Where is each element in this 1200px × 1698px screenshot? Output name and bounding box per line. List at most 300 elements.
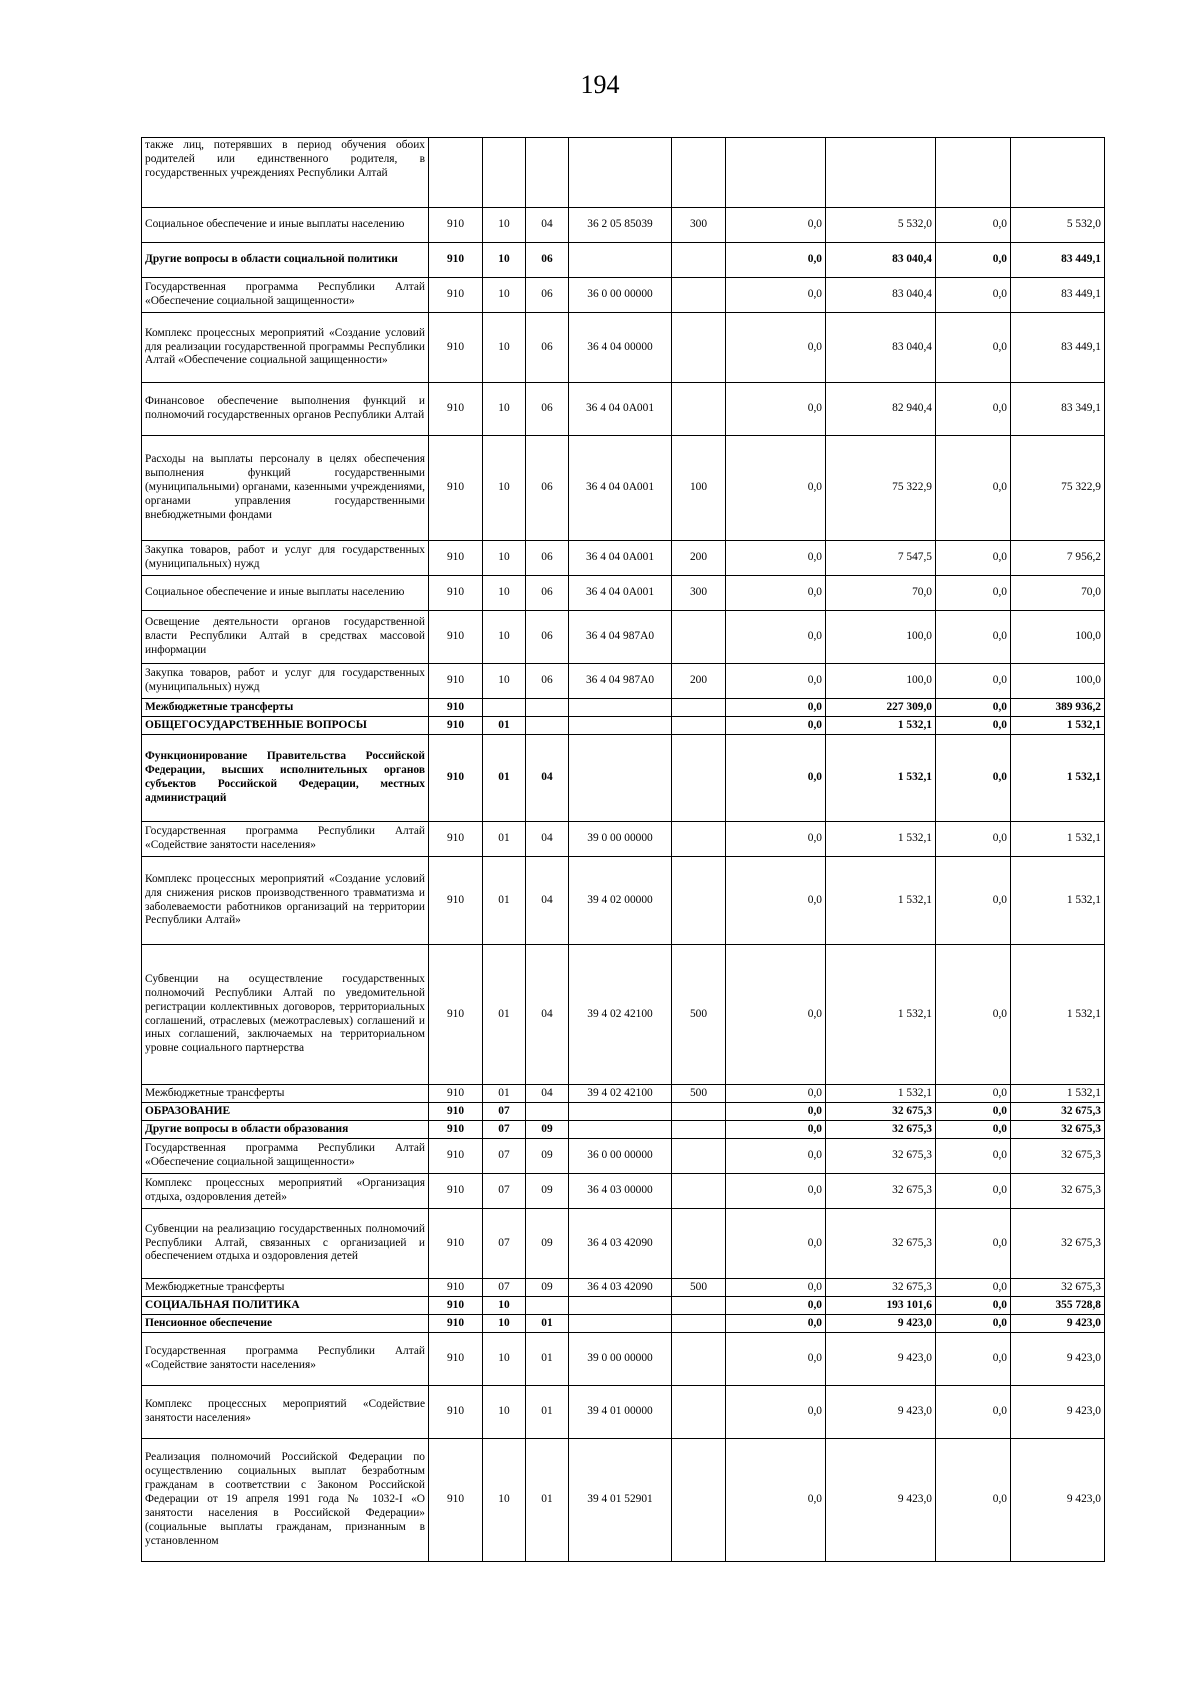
expense-type-cell — [672, 243, 726, 278]
value-1-cell: 0,0 — [726, 1279, 826, 1297]
expense-type-cell — [672, 313, 726, 383]
value-3-cell: 0,0 — [936, 699, 1011, 717]
grbs-cell: 910 — [429, 1085, 483, 1103]
expense-type-cell: 100 — [672, 436, 726, 541]
target-article-cell: 36 0 00 00000 — [569, 278, 672, 313]
value-3-cell: 0,0 — [936, 436, 1011, 541]
value-2-cell: 75 322,9 — [826, 436, 936, 541]
row-name-cell: Межбюджетные трансферты — [142, 1085, 429, 1103]
section-cell — [483, 138, 526, 208]
target-article-cell: 36 0 00 00000 — [569, 1139, 672, 1174]
value-2-cell: 32 675,3 — [826, 1174, 936, 1209]
value-1-cell: 0,0 — [726, 1103, 826, 1121]
target-article-cell — [569, 735, 672, 822]
grbs-cell: 910 — [429, 1333, 483, 1386]
table-row — [142, 576, 1105, 611]
expense-type-cell — [672, 278, 726, 313]
subsection-cell — [526, 1103, 569, 1121]
table-row — [142, 822, 1105, 857]
value-2-cell: 70,0 — [826, 576, 936, 611]
value-3-cell: 0,0 — [936, 717, 1011, 735]
value-3-cell — [936, 138, 1011, 208]
subsection-cell — [526, 138, 569, 208]
section-cell: 10 — [483, 208, 526, 243]
expense-type-cell — [672, 1386, 726, 1439]
target-article-cell — [569, 243, 672, 278]
grbs-cell: 910 — [429, 313, 483, 383]
value-1-cell: 0,0 — [726, 383, 826, 436]
subsection-cell: 01 — [526, 1315, 569, 1333]
value-4-cell: 1 532,1 — [1011, 1085, 1105, 1103]
table-row — [142, 1121, 1105, 1139]
target-article-cell — [569, 1121, 672, 1139]
grbs-cell: 910 — [429, 576, 483, 611]
value-2-cell: 7 547,5 — [826, 541, 936, 576]
row-name-cell: ОБЩЕГОСУДАРСТВЕННЫЕ ВОПРОСЫ — [142, 717, 429, 735]
row-name-cell: Государственная программа Республики Алтай «Обеспечение социальной защищенности» — [142, 1139, 429, 1174]
section-cell: 10 — [483, 1386, 526, 1439]
value-3-cell: 0,0 — [936, 1121, 1011, 1139]
table-row — [142, 541, 1105, 576]
expense-type-cell — [672, 1297, 726, 1315]
table-body — [142, 138, 1105, 1562]
grbs-cell: 910 — [429, 383, 483, 436]
expense-type-cell — [672, 138, 726, 208]
section-cell: 10 — [483, 541, 526, 576]
grbs-cell: 910 — [429, 278, 483, 313]
table-row — [142, 717, 1105, 735]
target-article-cell: 36 4 04 0А001 — [569, 436, 672, 541]
subsection-cell: 01 — [526, 1333, 569, 1386]
subsection-cell: 01 — [526, 1439, 569, 1562]
row-name-cell: Субвенции на реализацию государственных полномочий Республики Алтай, связанных с организацией и обеспечением отдыха и оздоровления детей — [142, 1209, 429, 1279]
target-article-cell: 36 4 03 00000 — [569, 1174, 672, 1209]
subsection-cell: 09 — [526, 1279, 569, 1297]
grbs-cell: 910 — [429, 611, 483, 664]
value-2-cell: 32 675,3 — [826, 1279, 936, 1297]
subsection-cell: 06 — [526, 541, 569, 576]
value-1-cell: 0,0 — [726, 611, 826, 664]
expense-type-cell — [672, 1174, 726, 1209]
value-4-cell: 32 675,3 — [1011, 1121, 1105, 1139]
target-article-cell: 39 4 02 42100 — [569, 1085, 672, 1103]
table-row — [142, 1085, 1105, 1103]
value-3-cell: 0,0 — [936, 611, 1011, 664]
table-row — [142, 208, 1105, 243]
row-name-cell: Комплекс процессных мероприятий «Создание условий для снижения рисков производственного травматизма и заболеваемости работников организаций на территории Республики Алтай» — [142, 857, 429, 945]
value-4-cell: 100,0 — [1011, 664, 1105, 699]
value-3-cell: 0,0 — [936, 1297, 1011, 1315]
table-row — [142, 138, 1105, 208]
table-row — [142, 1439, 1105, 1562]
target-article-cell — [569, 1103, 672, 1121]
value-4-cell: 83 449,1 — [1011, 313, 1105, 383]
value-3-cell: 0,0 — [936, 1386, 1011, 1439]
value-1-cell: 0,0 — [726, 945, 826, 1085]
subsection-cell: 09 — [526, 1209, 569, 1279]
value-4-cell: 32 675,3 — [1011, 1103, 1105, 1121]
row-name-cell: Закупка товаров, работ и услуг для государственных (муниципальных) нужд — [142, 664, 429, 699]
section-cell: 10 — [483, 243, 526, 278]
value-4-cell: 9 423,0 — [1011, 1386, 1105, 1439]
value-1-cell: 0,0 — [726, 1209, 826, 1279]
value-4-cell: 100,0 — [1011, 611, 1105, 664]
subsection-cell: 06 — [526, 576, 569, 611]
grbs-cell: 910 — [429, 541, 483, 576]
value-4-cell: 1 532,1 — [1011, 735, 1105, 822]
value-4-cell: 1 532,1 — [1011, 945, 1105, 1085]
target-article-cell: 36 2 05 85039 — [569, 208, 672, 243]
grbs-cell: 910 — [429, 1386, 483, 1439]
row-name-cell: Социальное обеспечение и иные выплаты населению — [142, 208, 429, 243]
section-cell: 07 — [483, 1121, 526, 1139]
row-name-cell: Другие вопросы в области социальной политики — [142, 243, 429, 278]
target-article-cell — [569, 1297, 672, 1315]
table-row — [142, 1315, 1105, 1333]
grbs-cell: 910 — [429, 664, 483, 699]
value-3-cell: 0,0 — [936, 1103, 1011, 1121]
section-cell: 10 — [483, 1297, 526, 1315]
value-2-cell: 32 675,3 — [826, 1121, 936, 1139]
value-2-cell: 193 101,6 — [826, 1297, 936, 1315]
value-2-cell: 9 423,0 — [826, 1315, 936, 1333]
section-cell: 10 — [483, 1315, 526, 1333]
section-cell: 10 — [483, 436, 526, 541]
section-cell: 10 — [483, 664, 526, 699]
target-article-cell: 39 4 01 00000 — [569, 1386, 672, 1439]
value-1-cell: 0,0 — [726, 1085, 826, 1103]
value-4-cell: 1 532,1 — [1011, 857, 1105, 945]
value-3-cell: 0,0 — [936, 313, 1011, 383]
expense-type-cell — [672, 383, 726, 436]
subsection-cell: 01 — [526, 1386, 569, 1439]
subsection-cell: 06 — [526, 383, 569, 436]
value-4-cell: 32 675,3 — [1011, 1209, 1105, 1279]
value-3-cell: 0,0 — [936, 1333, 1011, 1386]
row-name-cell: Государственная программа Республики Алтай «Содействие занятости населения» — [142, 1333, 429, 1386]
value-1-cell: 0,0 — [726, 1386, 826, 1439]
value-2-cell: 83 040,4 — [826, 278, 936, 313]
value-3-cell: 0,0 — [936, 1139, 1011, 1174]
value-4-cell: 75 322,9 — [1011, 436, 1105, 541]
target-article-cell: 39 0 00 00000 — [569, 822, 672, 857]
value-2-cell: 32 675,3 — [826, 1103, 936, 1121]
value-1-cell: 0,0 — [726, 576, 826, 611]
value-2-cell: 227 309,0 — [826, 699, 936, 717]
value-1-cell: 0,0 — [726, 208, 826, 243]
target-article-cell — [569, 717, 672, 735]
target-article-cell: 36 4 03 42090 — [569, 1209, 672, 1279]
value-3-cell: 0,0 — [936, 541, 1011, 576]
value-4-cell — [1011, 138, 1105, 208]
value-2-cell: 1 532,1 — [826, 857, 936, 945]
grbs-cell: 910 — [429, 1121, 483, 1139]
section-cell: 10 — [483, 611, 526, 664]
value-2-cell: 1 532,1 — [826, 945, 936, 1085]
grbs-cell: 910 — [429, 1315, 483, 1333]
value-2-cell: 82 940,4 — [826, 383, 936, 436]
row-name-cell: Расходы на выплаты персоналу в целях обеспечения выполнения функций государственными (муниципальными) органами, казенными учреждениями, органами управления государственными внебюджетными фондами — [142, 436, 429, 541]
value-1-cell: 0,0 — [726, 735, 826, 822]
table-row — [142, 857, 1105, 945]
section-cell: 10 — [483, 383, 526, 436]
value-2-cell: 1 532,1 — [826, 822, 936, 857]
section-cell: 10 — [483, 1439, 526, 1562]
row-name-cell: Межбюджетные трансферты — [142, 1279, 429, 1297]
subsection-cell: 06 — [526, 436, 569, 541]
value-4-cell: 5 532,0 — [1011, 208, 1105, 243]
table-row — [142, 313, 1105, 383]
subsection-cell: 09 — [526, 1121, 569, 1139]
value-1-cell: 0,0 — [726, 699, 826, 717]
grbs-cell: 910 — [429, 1209, 483, 1279]
value-2-cell: 1 532,1 — [826, 735, 936, 822]
section-cell: 10 — [483, 576, 526, 611]
expense-type-cell: 200 — [672, 541, 726, 576]
expense-type-cell: 300 — [672, 208, 726, 243]
value-3-cell: 0,0 — [936, 822, 1011, 857]
subsection-cell: 06 — [526, 278, 569, 313]
value-3-cell: 0,0 — [936, 1279, 1011, 1297]
grbs-cell: 910 — [429, 1174, 483, 1209]
value-1-cell: 0,0 — [726, 1174, 826, 1209]
expense-type-cell — [672, 699, 726, 717]
value-1-cell: 0,0 — [726, 857, 826, 945]
value-3-cell: 0,0 — [936, 278, 1011, 313]
value-2-cell: 9 423,0 — [826, 1333, 936, 1386]
value-1-cell: 0,0 — [726, 313, 826, 383]
value-2-cell: 1 532,1 — [826, 1085, 936, 1103]
table-row — [142, 1209, 1105, 1279]
target-article-cell: 36 4 04 00000 — [569, 313, 672, 383]
expense-type-cell — [672, 1209, 726, 1279]
grbs-cell: 910 — [429, 822, 483, 857]
table-row — [142, 1279, 1105, 1297]
value-1-cell: 0,0 — [726, 1139, 826, 1174]
table-row — [142, 1174, 1105, 1209]
table-row — [142, 278, 1105, 313]
target-article-cell: 36 4 04 0А001 — [569, 383, 672, 436]
subsection-cell: 04 — [526, 208, 569, 243]
value-1-cell: 0,0 — [726, 278, 826, 313]
section-cell: 10 — [483, 1333, 526, 1386]
section-cell: 07 — [483, 1103, 526, 1121]
row-name-cell: Закупка товаров, работ и услуг для государственных (муниципальных) нужд — [142, 541, 429, 576]
target-article-cell: 36 4 04 0А001 — [569, 541, 672, 576]
value-1-cell — [726, 138, 826, 208]
subsection-cell: 04 — [526, 822, 569, 857]
table-row — [142, 611, 1105, 664]
row-name-cell: Функционирование Правительства Российской Федерации, высших исполнительных органов субъектов Российской Федерации, местных администраций — [142, 735, 429, 822]
table-row — [142, 1386, 1105, 1439]
value-4-cell: 355 728,8 — [1011, 1297, 1105, 1315]
subsection-cell: 06 — [526, 243, 569, 278]
expense-type-cell — [672, 1333, 726, 1386]
section-cell: 07 — [483, 1209, 526, 1279]
subsection-cell: 06 — [526, 611, 569, 664]
grbs-cell: 910 — [429, 1139, 483, 1174]
section-cell: 10 — [483, 278, 526, 313]
value-2-cell: 32 675,3 — [826, 1209, 936, 1279]
value-2-cell: 100,0 — [826, 664, 936, 699]
value-2-cell: 9 423,0 — [826, 1439, 936, 1562]
expense-type-cell — [672, 857, 726, 945]
value-3-cell: 0,0 — [936, 1315, 1011, 1333]
grbs-cell: 910 — [429, 699, 483, 717]
target-article-cell: 39 0 00 00000 — [569, 1333, 672, 1386]
expense-type-cell: 300 — [672, 576, 726, 611]
expense-type-cell — [672, 1315, 726, 1333]
expense-type-cell: 500 — [672, 945, 726, 1085]
row-name-cell: Социальное обеспечение и иные выплаты населению — [142, 576, 429, 611]
value-2-cell: 32 675,3 — [826, 1139, 936, 1174]
row-name-cell: Комплекс процессных мероприятий «Организация отдыха, оздоровления детей» — [142, 1174, 429, 1209]
subsection-cell: 04 — [526, 735, 569, 822]
row-name-cell: Другие вопросы в области образования — [142, 1121, 429, 1139]
value-4-cell: 1 532,1 — [1011, 717, 1105, 735]
value-3-cell: 0,0 — [936, 1439, 1011, 1562]
value-4-cell: 83 349,1 — [1011, 383, 1105, 436]
grbs-cell — [429, 138, 483, 208]
value-2-cell: 1 532,1 — [826, 717, 936, 735]
row-name-cell: СОЦИАЛЬНАЯ ПОЛИТИКА — [142, 1297, 429, 1315]
row-name-cell: ОБРАЗОВАНИЕ — [142, 1103, 429, 1121]
grbs-cell: 910 — [429, 243, 483, 278]
row-name-cell: Межбюджетные трансферты — [142, 699, 429, 717]
expense-type-cell: 500 — [672, 1085, 726, 1103]
table-row — [142, 699, 1105, 717]
expense-type-cell — [672, 1103, 726, 1121]
value-2-cell: 100,0 — [826, 611, 936, 664]
value-3-cell: 0,0 — [936, 383, 1011, 436]
value-1-cell: 0,0 — [726, 664, 826, 699]
value-4-cell: 9 423,0 — [1011, 1439, 1105, 1562]
expense-type-cell — [672, 735, 726, 822]
target-article-cell — [569, 1315, 672, 1333]
subsection-cell: 09 — [526, 1174, 569, 1209]
grbs-cell: 910 — [429, 735, 483, 822]
value-1-cell: 0,0 — [726, 243, 826, 278]
table-row — [142, 945, 1105, 1085]
value-3-cell: 0,0 — [936, 1174, 1011, 1209]
row-name-cell: Финансовое обеспечение выполнения функций и полномочий государственных органов Республики Алтай — [142, 383, 429, 436]
grbs-cell: 910 — [429, 1439, 483, 1562]
target-article-cell: 36 4 04 987А0 — [569, 664, 672, 699]
value-4-cell: 1 532,1 — [1011, 822, 1105, 857]
value-3-cell: 0,0 — [936, 945, 1011, 1085]
table-row — [142, 735, 1105, 822]
target-article-cell — [569, 699, 672, 717]
value-3-cell: 0,0 — [936, 857, 1011, 945]
section-cell: 07 — [483, 1174, 526, 1209]
target-article-cell: 39 4 02 00000 — [569, 857, 672, 945]
value-1-cell: 0,0 — [726, 822, 826, 857]
value-1-cell: 0,0 — [726, 1297, 826, 1315]
subsection-cell — [526, 717, 569, 735]
value-4-cell: 7 956,2 — [1011, 541, 1105, 576]
value-4-cell: 83 449,1 — [1011, 278, 1105, 313]
value-1-cell: 0,0 — [726, 1315, 826, 1333]
subsection-cell: 09 — [526, 1139, 569, 1174]
value-3-cell: 0,0 — [936, 735, 1011, 822]
value-1-cell: 0,0 — [726, 541, 826, 576]
value-2-cell: 9 423,0 — [826, 1386, 936, 1439]
section-cell: 01 — [483, 1085, 526, 1103]
value-1-cell: 0,0 — [726, 1121, 826, 1139]
value-4-cell: 32 675,3 — [1011, 1139, 1105, 1174]
expense-type-cell: 200 — [672, 664, 726, 699]
section-cell: 01 — [483, 735, 526, 822]
subsection-cell: 04 — [526, 857, 569, 945]
grbs-cell: 910 — [429, 1103, 483, 1121]
value-4-cell: 32 675,3 — [1011, 1174, 1105, 1209]
value-3-cell: 0,0 — [936, 1209, 1011, 1279]
table-row — [142, 664, 1105, 699]
value-1-cell: 0,0 — [726, 436, 826, 541]
target-article-cell: 36 4 04 0А001 — [569, 576, 672, 611]
target-article-cell: 39 4 01 52901 — [569, 1439, 672, 1562]
section-cell: 01 — [483, 822, 526, 857]
table-row — [142, 1333, 1105, 1386]
section-cell: 01 — [483, 717, 526, 735]
row-name-cell: Субвенции на осуществление государственных полномочий Республики Алтай по уведомительной регистрации коллективных договоров, территориальных соглашений, отраслевых (межотраслевых) соглашений и иных соглашений, заключаемых на территориальном уровне социального партнерства — [142, 945, 429, 1085]
value-2-cell: 5 532,0 — [826, 208, 936, 243]
section-cell: 10 — [483, 313, 526, 383]
expense-type-cell — [672, 1139, 726, 1174]
grbs-cell: 910 — [429, 1279, 483, 1297]
expense-type-cell — [672, 1439, 726, 1562]
target-article-cell: 39 4 02 42100 — [569, 945, 672, 1085]
target-article-cell: 36 4 03 42090 — [569, 1279, 672, 1297]
value-3-cell: 0,0 — [936, 208, 1011, 243]
value-4-cell: 9 423,0 — [1011, 1333, 1105, 1386]
subsection-cell: 04 — [526, 1085, 569, 1103]
value-4-cell: 83 449,1 — [1011, 243, 1105, 278]
expense-type-cell — [672, 822, 726, 857]
grbs-cell: 910 — [429, 1297, 483, 1315]
table-row — [142, 1103, 1105, 1121]
value-3-cell: 0,0 — [936, 243, 1011, 278]
value-3-cell: 0,0 — [936, 1085, 1011, 1103]
expense-type-cell — [672, 717, 726, 735]
row-name-cell: Пенсионное обеспечение — [142, 1315, 429, 1333]
grbs-cell: 910 — [429, 945, 483, 1085]
value-4-cell: 389 936,2 — [1011, 699, 1105, 717]
grbs-cell: 910 — [429, 208, 483, 243]
value-4-cell: 70,0 — [1011, 576, 1105, 611]
value-4-cell: 32 675,3 — [1011, 1279, 1105, 1297]
row-name-cell: Комплекс процессных мероприятий «Содействие занятости населения» — [142, 1386, 429, 1439]
grbs-cell: 910 — [429, 717, 483, 735]
grbs-cell: 910 — [429, 857, 483, 945]
subsection-cell: 06 — [526, 313, 569, 383]
value-1-cell: 0,0 — [726, 1333, 826, 1386]
row-name-cell: Государственная программа Республики Алтай «Содействие занятости населения» — [142, 822, 429, 857]
target-article-cell — [569, 138, 672, 208]
value-1-cell: 0,0 — [726, 1439, 826, 1562]
subsection-cell: 06 — [526, 664, 569, 699]
section-cell — [483, 699, 526, 717]
page-number: 194 — [580, 70, 620, 99]
section-cell: 01 — [483, 857, 526, 945]
row-name-cell: также лиц, потерявших в период обучения обоих родителей или единственного родителя, в государственных учреждениях Республики Алтай — [142, 138, 429, 208]
row-name-cell: Государственная программа Республики Алтай «Обеспечение социальной защищенности» — [142, 278, 429, 313]
section-cell: 01 — [483, 945, 526, 1085]
value-3-cell: 0,0 — [936, 576, 1011, 611]
row-name-cell: Комплекс процессных мероприятий «Создание условий для реализации государственной программы Республики Алтай «Обеспечение социальной защищенности» — [142, 313, 429, 383]
budget-table — [141, 137, 1105, 1562]
value-2-cell: 83 040,4 — [826, 243, 936, 278]
